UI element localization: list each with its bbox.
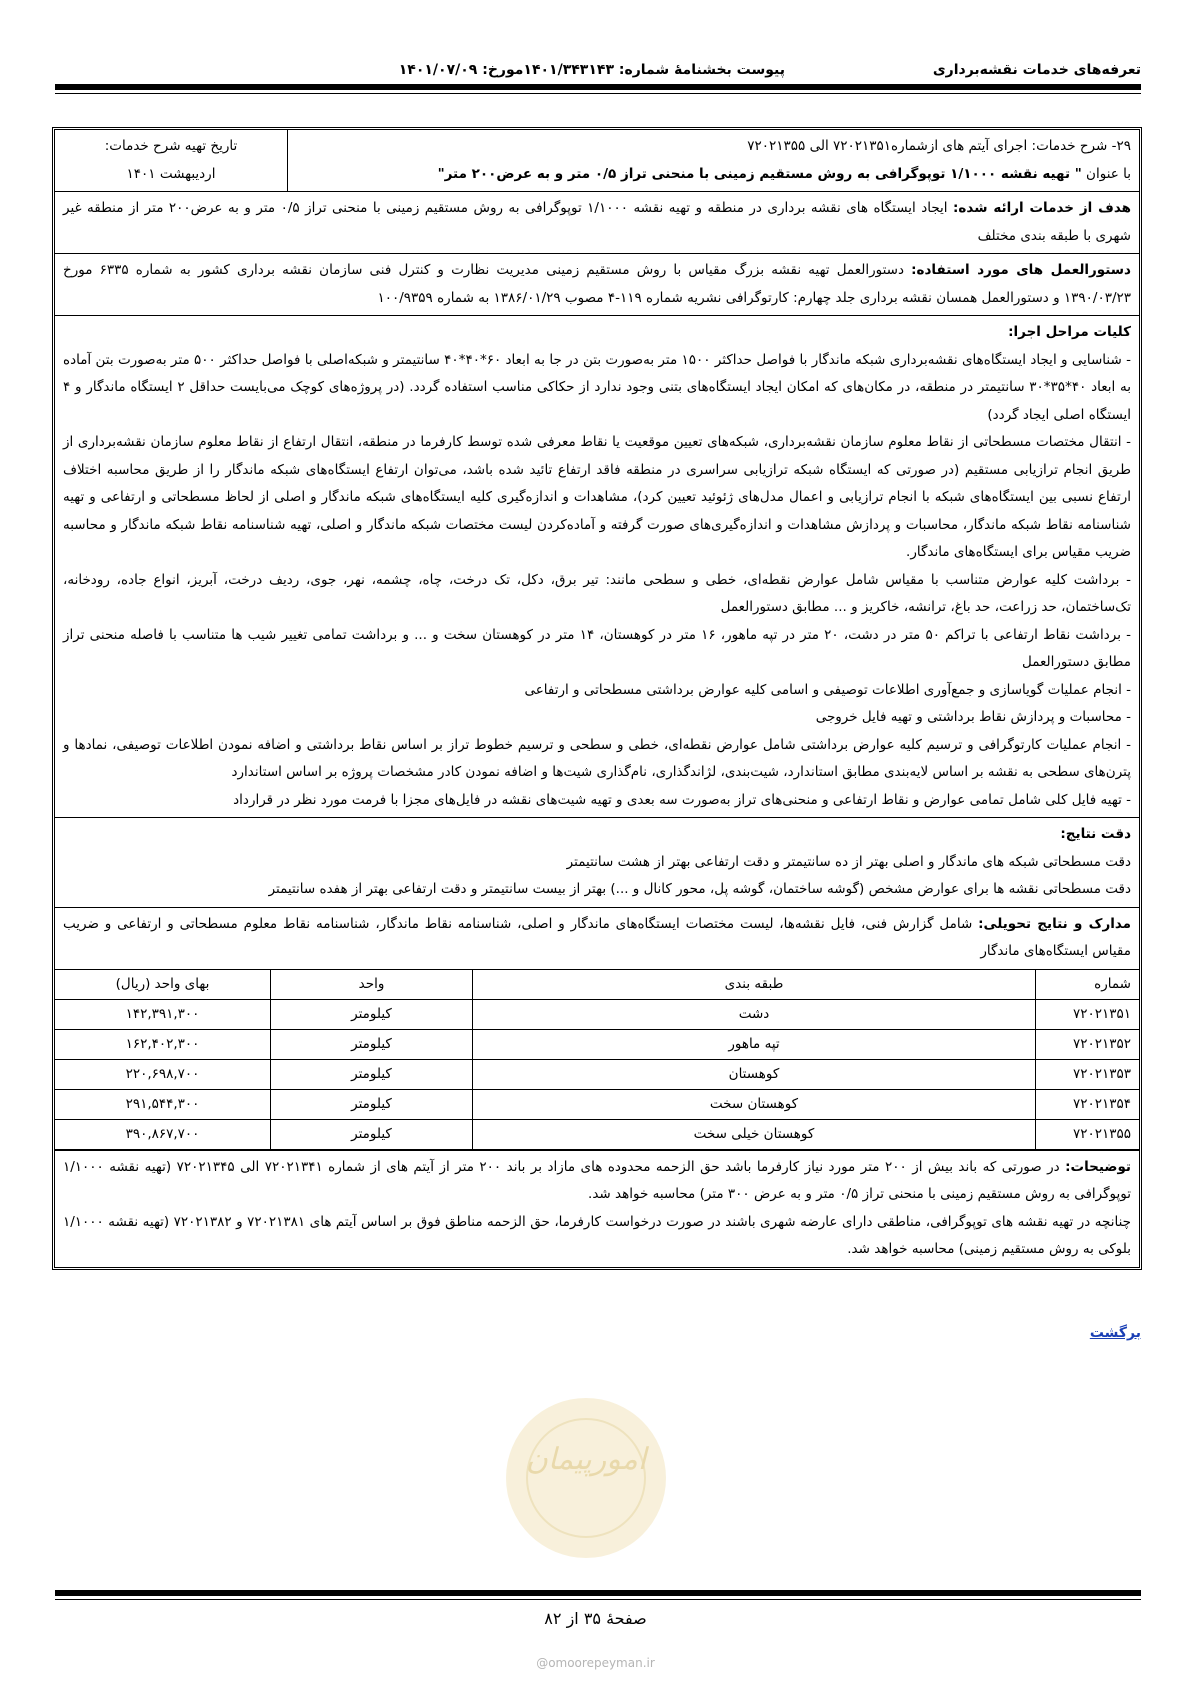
service-title: با عنوان " تهیه نقشه ۱/۱۰۰۰ توپوگرافی به روش مستقیم زمینی با منحنی تراز ۰/۵ متر و به عرض۲۰۰ متر" <box>437 165 1131 182</box>
step-item: - انجام عملیات کارتوگرافی و ترسیم کلیه عوارض برداشتی شامل عوارض نقطه‌ای، خطی و سطحی و ترسیم خطوط تراز بر اساس نقاط برداشتی و اضافه نمودن اطلاعات توصیفی، نمادها و پترن‌های سطحی به نقشه بر اساس لایه‌بندی مطابق استاندارد، شیت‌بندی، لژاندگذاری، نام‌گذاری شیت‌ها و اضافه نمودن کادر مشخصات پروژه بر اساس استاندارد <box>63 736 1131 780</box>
seal-ring <box>526 1418 646 1538</box>
service-date-label: تاریخ تهیه شرح خدمات: <box>104 138 238 154</box>
service-title-bold: " تهیه نقشه ۱/۱۰۰۰ توپوگرافی به روش مستقیم زمینی با منحنی تراز ۰/۵ متر و به عرض۲۰۰ متر" <box>437 165 1082 182</box>
header-unit: واحد <box>271 970 473 1000</box>
row-code: ۷۲۰۲۱۳۵۱ <box>1036 999 1140 1029</box>
notes-text-2: چنانچه در تهیه نقشه های توپوگرافی، مناطقی دارای عارضه شهری باشند در صورت درخواست کارفرما، حق الزحمه مناطق فوق بر اساس آیتم های ۷۲۰۲۱۳۸۱ و ۷۲۰۲۱۳۸۲ (تهیه نقشه ۱/۱۰۰۰ بلوکی به روش مستقیم زمینی) محاسبه خواهد شد. <box>63 1213 1131 1257</box>
service-item-range: ۲۹- شرح خدمات: اجرای آیتم های ازشماره۷۲۰۲۱۳۵۱ الی ۷۲۰۲۱۳۵۵ <box>747 138 1131 154</box>
header-title: تعرفه‌های خدمات نقشه‌برداری <box>932 62 1141 78</box>
service-description-frame <box>52 127 1142 1270</box>
header-price: بهای واحد (ریال) <box>55 970 271 1000</box>
header-code: شماره <box>1036 970 1140 1000</box>
row-price: ۲۲۰,۶۹۸,۷۰۰ <box>55 1059 271 1089</box>
table-row <box>55 999 1139 1029</box>
footer-rule-thin <box>55 1599 1141 1600</box>
row-price: ۱۶۲,۴۰۲,۳۰۰ <box>55 1029 271 1059</box>
seal-logo-text: امورپیمان <box>525 1442 647 1477</box>
accuracy-item: دقت مسطحاتی نقشه ها برای عوارض مشخص (گوشه ساختمان، گوشه پل، محور کانال و ...) بهتر از بیست سانتیمتر و دقت ارتفاعی بهتر از هفده سانتیمتر <box>268 881 1131 897</box>
header-rule-thick <box>55 84 1141 90</box>
row-code: ۷۲۰۲۱۳۵۴ <box>1036 1089 1140 1119</box>
row-category: تپه ماهور <box>473 1029 1036 1059</box>
deliverables-label: مدارک و نتایج تحویلی: <box>978 915 1131 932</box>
footer-rule-thick <box>55 1590 1141 1596</box>
notes-label: توضیحات: <box>1065 1158 1131 1175</box>
header-rule-thin <box>55 93 1141 94</box>
table-row <box>55 1059 1139 1089</box>
rates-table <box>55 970 1139 1150</box>
row-category: دشت <box>473 999 1036 1029</box>
table-row <box>55 1119 1139 1149</box>
row-category: کوهستان سخت <box>473 1089 1036 1119</box>
watermark-seal-logo <box>506 1398 666 1558</box>
step-item: - برداشت کلیه عوارض متناسب با مقیاس شامل عوارض نقطه‌ای، خطی و سطحی مانند: تیر برق، دکل، تک درخت، چاه، چشمه، نهر، جوی، ردیف درخت، آبریز، انواع جاده، رودخانه، تک‌ساختمان، حد زراعت، حد باغ، ترانشه، خاکریز و ... مطابق دستورالعمل <box>63 571 1131 615</box>
deliverables-section <box>55 908 1139 970</box>
goal-section <box>55 192 1139 254</box>
header-category: طبقه بندی <box>473 970 1036 1000</box>
accuracy-section <box>55 818 1139 908</box>
row-code: ۷۲۰۲۱۳۵۲ <box>1036 1029 1140 1059</box>
instructions-text: دستورالعمل تهیه نقشه بزرگ مقیاس با روش مستقیم زمینی مدیریت نظارت و کنترل فنی سازمان نقشه برداری کشور به شماره ۶۳۳۵ مورخ ۱۳۹۰/۰۳/۲۳ و دستورالعمل همسان نقشه برداری جلد چهارم: کارتوگرافی نشریه شماره ۱۱۹-۴ مصوب ۱۳۸۶/۰۱/۲۹ به شماره ۱۰۰/۹۳۵۹ <box>63 262 1131 306</box>
row-category: کوهستان خیلی سخت <box>473 1119 1036 1149</box>
table-row <box>55 1089 1139 1119</box>
row-unit: کیلومتر <box>271 1059 473 1089</box>
row-unit: کیلومتر <box>271 1089 473 1119</box>
page-header <box>55 56 1141 84</box>
row-price: ۱۴۲,۳۹۱,۳۰۰ <box>55 999 271 1029</box>
steps-section <box>55 316 1139 818</box>
instructions-label: دستورالعمل های مورد استفاده: <box>911 262 1131 278</box>
service-date-value: اردیبهشت ۱۴۰۱ <box>126 165 216 182</box>
step-item: - انجام عملیات گویاسازی و جمع‌آوری اطلاعات توصیفی و اسامی کلیه عوارض برداشتی مسطحاتی و ارتفاعی <box>524 681 1131 698</box>
step-item: - تهیه فایل کلی شامل تمامی عوارض و نقاط ارتفاعی و منحنی‌های تراز به‌صورت سه بعدی و تهیه شیت‌های نقشه در فایل‌های مجزا با فرمت مورد نظر در قرارداد <box>233 791 1131 808</box>
row-unit: کیلومتر <box>271 999 473 1029</box>
goal-label: هدف از خدمات ارائه شده: <box>953 200 1131 216</box>
service-title-row <box>55 130 1139 192</box>
row-price: ۲۹۱,۵۴۴,۳۰۰ <box>55 1089 271 1119</box>
step-item: - برداشت نقاط ارتفاعی با تراکم ۵۰ متر در دشت، ۲۰ متر در تپه ماهور، ۱۶ متر در کوهستان، ۱۴ متر در کوهستان سخت و ... و برداشت تمامی تغییر شیب ها متناسب با فاصله منحنی تراز مطابق دستورالعمل <box>63 626 1131 670</box>
back-link[interactable]: برگشت <box>1089 1325 1141 1341</box>
row-category: کوهستان <box>473 1059 1036 1089</box>
row-code: ۷۲۰۲۱۳۵۳ <box>1036 1059 1140 1089</box>
rates-table-wrap <box>55 970 1139 1151</box>
service-date-cell <box>55 130 288 191</box>
table-header-row <box>55 970 1139 1000</box>
page-number: صفحهٔ ۳۵ از ۸۲ <box>544 1609 647 1628</box>
step-item: - انتقال مختصات مسطحاتی از نقاط معلوم سازمان نقشه‌برداری، شبکه‌های تعیین موقعیت یا نقاط معرفی شده توسط کارفرما در منطقه، انتقال ارتفاع از نقاط معلوم سازمان نقشه‌برداری از طریق انجام ترازیابی مستقیم (در صورتی که ایستگاه شبکه ترازیابی سراسری در منطقه فاقد ارتفاع تائید شده باشد، می‌توان ارتفاع ایستگاه‌های شبکه ماندگار را از طریق محاسبه اختلاف ارتفاع نسبی بین ایستگاه‌های شبکه با انجام ترازیابی و اعمال مدل‌های ژئوئید تعیین کرد)، مشاهدات و اندازه‌گیری کلیه ایستگاه‌های شبکه ماندگار و اصلی از لحاظ مسطحاتی و ارتفاعی و تهیه شناسنامه نقاط شبکه ماندگار، محاسبات و پردازش مشاهدات و اندازه‌گیری‌های صورت گرفته و آماده‌کردن لیست مختصات شبکه ماندگار و اصلی، تهیه شناسنامه نقاط شبکه ماندگار و محاسبه ضریب مقیاس برای ایستگاه‌های ماندگار. <box>63 434 1131 560</box>
instructions-section <box>55 254 1139 316</box>
table-row <box>55 1029 1139 1059</box>
deliverables-text: شامل گزارش فنی، فایل نقشه‌ها، لیست مختصات ایستگاه‌های ماندگار و اصلی، شناسنامه نقاط ماندگار، شناسنامه نقاط معلوم مسطحاتی و ارتفاعی و ضریب مقیاس ایستگاه‌های ماندگار <box>63 915 1131 959</box>
row-code: ۷۲۰۲۱۳۵۵ <box>1036 1119 1140 1149</box>
accuracy-item: دقت مسطحاتی شبکه های ماندگار و اصلی بهتر از ده سانتیمتر و دقت ارتفاعی بهتر از هشت سانتیمتر <box>566 853 1131 870</box>
row-unit: کیلومتر <box>271 1119 473 1149</box>
row-unit: کیلومتر <box>271 1029 473 1059</box>
row-price: ۳۹۰,۸۶۷,۷۰۰ <box>55 1119 271 1149</box>
service-title-cell <box>288 130 1139 191</box>
goal-text: ایجاد ایستگاه های نقشه برداری در منطقه و تهیه نقشه ۱/۱۰۰۰ توپوگرافی به روش مستقیم زمینی با منحنی تراز ۰/۵ متر و به عرض۲۰۰ متر از منطقه غیر شهری با طبقه بندی مختلف <box>63 200 1131 244</box>
website-watermark: @omoorepeyman.ir <box>536 1656 655 1670</box>
step-item: - شناسایی و ایجاد ایستگاه‌های نقشه‌برداری شبکه ماندگار با فواصل حداکثر ۱۵۰۰ متر به‌صورت بتن در جا به ابعاد ۶۰*۴۰*۴۰ سانتیمتر و شبکه‌اصلی با فواصل حداکثر ۵۰۰ متر به‌صورت بتن آماده به ابعاد ۴۰*۳۵*۳۰ سانتیمتر در منطقه، در مکان‌های که امکان ایجاد ایستگاه‌های بتنی وجود ندارد از حکاکی مناسب استفاده گردد. (در پروژه‌های کوچک می‌بایست حداقل ۲ ایستگاه ماندگار و ۴ ایستگاه اصلی ایجاد گردد) <box>63 351 1132 423</box>
header-attachment: پیوست بخشنامهٔ شماره: ۱۴۰۱/۳۴۳۱۴۳مورخ: ۱۴۰۱/۰۷/۰۹ <box>398 62 785 78</box>
step-item: - محاسبات و پردازش نقاط برداشتی و تهیه فایل خروجی <box>815 709 1131 725</box>
notes-text-1: توضیحات: در صورتی که باند بیش از ۲۰۰ متر مورد نیاز کارفرما باشد حق الزحمه محدوده های مازاد بر باند ۲۰۰ متر از آیتم های از شماره ۷۲۰۲۱۳۴۱ الی ۷۲۰۲۱۳۴۵ (تهیه نقشه ۱/۱۰۰۰ توپوگرافی به روش مستقیم زمینی با منحنی تراز ۰/۵ متر و به عرض ۳۰۰ متر) محاسبه خواهد شد. <box>63 1158 1131 1202</box>
steps-label: کلیات مراحل اجرا: <box>1008 324 1131 340</box>
accuracy-label: دقت نتایج: <box>1060 826 1131 842</box>
notes-section <box>55 1151 1139 1267</box>
